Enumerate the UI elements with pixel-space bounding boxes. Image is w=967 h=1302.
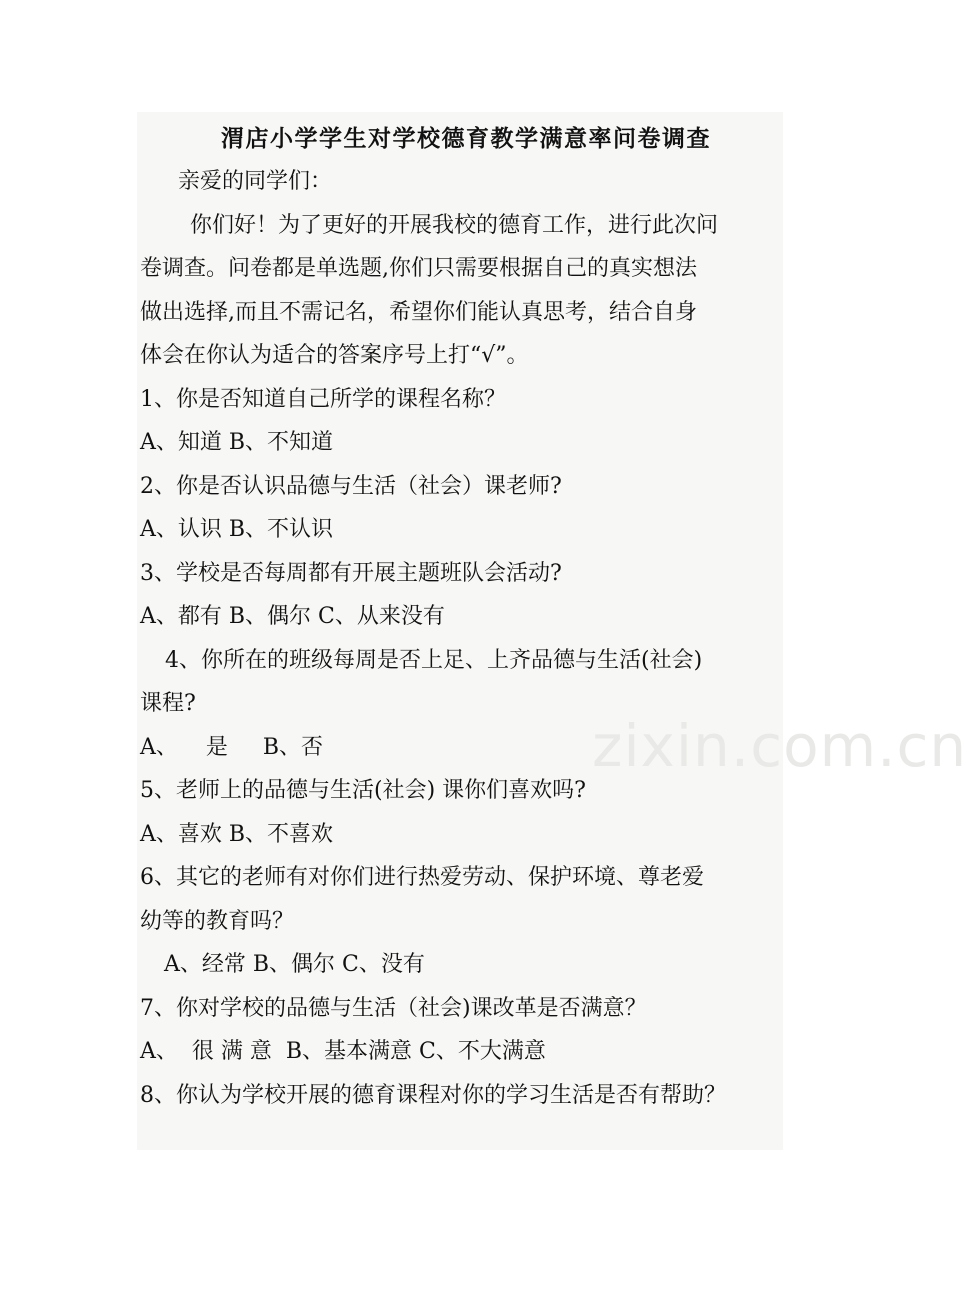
intro-line: 做出选择,而且不需记名，希望你们能认真思考，结合自身	[140, 299, 697, 325]
question-5	[140, 769, 780, 856]
salutation: 亲爱的同学们：	[178, 169, 333, 194]
question-text: 3、学校是否每周都有开展主题班队会活动?	[140, 560, 562, 586]
question-text: 1、你是否知道自己所学的课程名称？	[140, 386, 506, 412]
question-2	[140, 465, 780, 552]
question-options: A、 是 B、否	[140, 734, 323, 760]
intro-line: 卷调查。问卷都是单选题,你们只需要根据自己的真实想法	[140, 256, 697, 281]
question-3	[140, 552, 780, 639]
question-text: 2、你是否认识品德与生活（社会）课老师?	[140, 473, 562, 499]
document-title: 渭店小学学生对学校德育教学满意率问卷调查	[221, 125, 711, 152]
intro-line: 体会在你认为适合的答案序号上打“√”。	[140, 343, 529, 368]
intro-line: 你们好！为了更好的开展我校的德育工作，进行此次问	[190, 212, 719, 238]
question-text: 8、你认为学校开展的德育课程对你的学习生活是否有帮助？	[140, 1082, 726, 1108]
question-6	[140, 856, 780, 987]
watermark: zixin.com.cn	[592, 712, 967, 780]
question-text: 6、其它的老师有对你们进行热爱劳动、保护环境、尊老爱	[140, 865, 704, 890]
question-text: 7、你对学校的品德与生活（社会)课改革是否满意？	[140, 995, 647, 1021]
question-text-continued: 幼等的教育吗？	[140, 908, 295, 934]
question-options: A、都有 B、偶尔 C、从来没有	[140, 604, 445, 629]
question-1	[140, 378, 780, 465]
question-4	[140, 639, 780, 770]
question-options: A、知道 B、不知道	[140, 430, 334, 455]
document-body	[140, 117, 780, 1117]
question-options: A、经常 B、偶尔 C、没有	[164, 952, 425, 977]
question-options: A、喜欢 B、不喜欢	[140, 821, 334, 847]
question-text: 5、老师上的品德与生活(社会) 课你们喜欢吗?	[140, 778, 586, 803]
question-options: A、认识 B、不认识	[140, 517, 334, 542]
question-7	[140, 987, 780, 1074]
question-options: A、 很 满 意 B、基本满意 C、不大满意	[140, 1039, 546, 1064]
question-text-continued: 课程?	[140, 691, 196, 716]
intro-paragraph	[140, 204, 780, 378]
question-text: 4、你所在的班级每周是否上足、上齐品德与生活(社会)	[165, 647, 703, 673]
question-8	[140, 1074, 780, 1118]
